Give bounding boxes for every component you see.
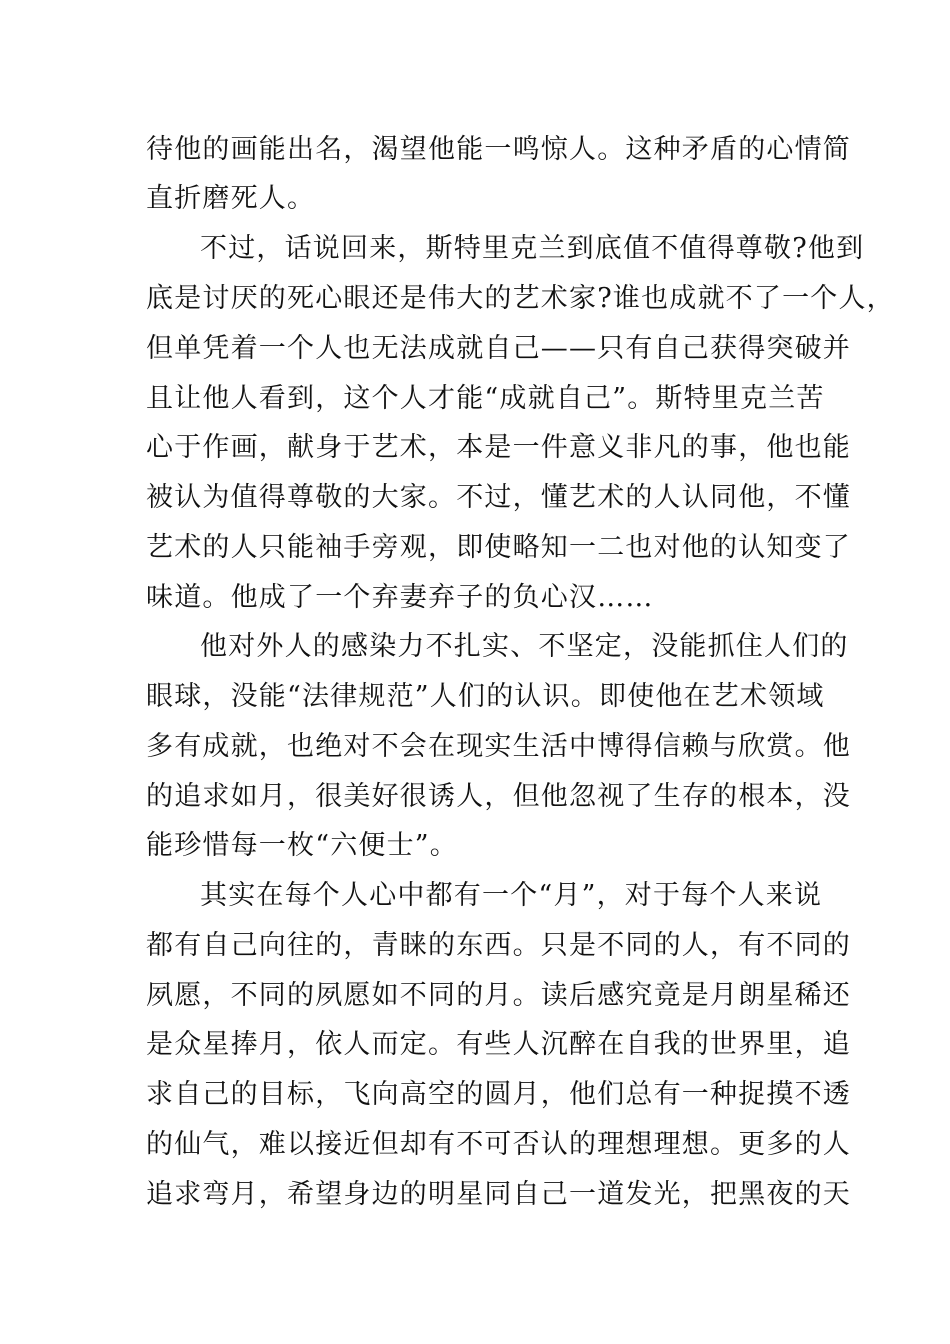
text-line: 能珍惜每一枚“六便士”。: [146, 830, 459, 861]
text-line: 待他的画能出名，渴望他能一鸣惊人。这种矛盾的心情简: [146, 134, 851, 165]
text-line: 底是讨厌的死心眼还是伟大的艺术家?谁也成就不了一个人，: [146, 283, 895, 314]
text-line: 心于作画，献身于艺术，本是一件意义非凡的事，他也能: [146, 432, 851, 463]
text-line: 追求弯月，希望身边的明星同自己一道发光，把黑夜的天: [146, 1179, 851, 1210]
text-line: 且让他人看到，这个人才能“成就自己”。斯特里克兰苦: [146, 383, 825, 414]
text-line: 夙愿，不同的夙愿如不同的月。读后感究竟是月朗星稀还: [146, 980, 851, 1011]
text-line: 艺术的人只能袖手旁观，即使略知一二也对他的认知变了: [146, 532, 851, 563]
text-line: 眼球，没能“法律规范”人们的认识。即使他在艺术领域: [146, 681, 825, 712]
text-line: 的仙气，难以接近但却有不可否认的理想理想。更多的人: [146, 1129, 851, 1160]
paragraph-first-line: 他对外人的感染力不扎实、不坚定，没能抓住人们的: [200, 631, 849, 662]
text-line: 直折磨死人。: [146, 183, 316, 214]
paragraph-first-line: 其实在每个人心中都有一个“月”，对于每个人来说: [200, 880, 823, 911]
paragraph-first-line: 不过，话说回来，斯特里克兰到底值不值得尊敬?他到: [200, 233, 865, 264]
text-line: 的追求如月，很美好很诱人，但他忽视了生存的根本，没: [146, 781, 851, 812]
text-line: 但单凭着一个人也无法成就自己——只有自己获得突破并: [146, 333, 851, 364]
text-line: 求自己的目标，飞向高空的圆月，他们总有一种捉摸不透: [146, 1079, 851, 1110]
text-line: 味道。他成了一个弃妻弃子的负心汉……: [146, 582, 654, 613]
text-line: 都有自己向往的，青睐的东西。只是不同的人，有不同的: [146, 930, 851, 961]
text-line: 被认为值得尊敬的大家。不过，懂艺术的人认同他，不懂: [146, 482, 851, 513]
text-line: 是众星捧月，依人而定。有些人沉醉在自我的世界里，追: [146, 1029, 851, 1060]
text-line: 多有成就，也绝对不会在现实生活中博得信赖与欣赏。他: [146, 731, 851, 762]
